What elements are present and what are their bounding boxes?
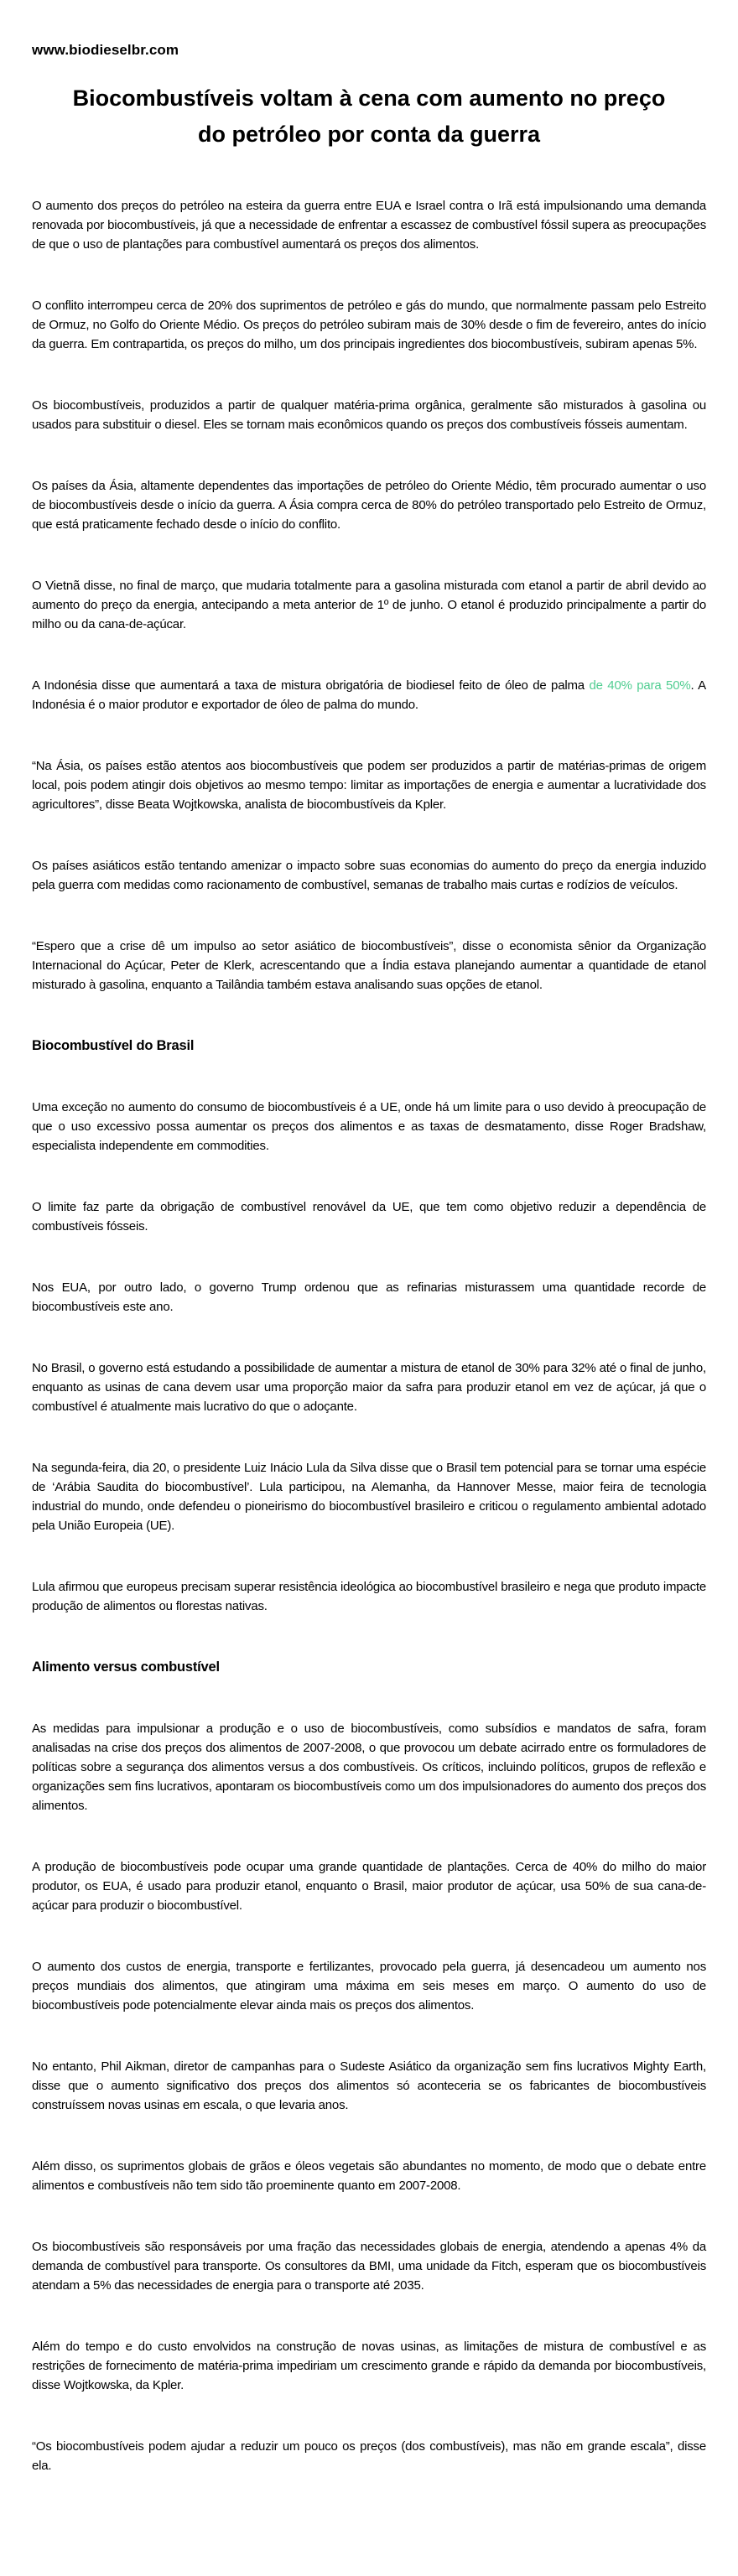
paragraph [32, 1719, 706, 1815]
paragraph-text: O aumento dos preços do petróleo na esteira da guerra entre EUA e Israel contra o Irã está impulsionando uma demanda renovada por biocombustíveis, já que a necessidade de enfrentar a escassez de combustível fóssil supera as preocupações de que o uso de plantações para combustível aumentará os preços dos alimentos. [32, 199, 706, 252]
paragraph [32, 1857, 706, 1915]
paragraph-text: A Indonésia disse que aumentará a taxa de mistura obrigatória de biodiesel feito de óleo de palma [32, 678, 590, 693]
paragraph [32, 576, 706, 634]
paragraph-text: Uma exceção no aumento do consumo de biocombustíveis é a UE, onde há um limite para o uso devido à preocupação de que o uso excessivo possa aumentar os preços dos alimentos e as taxas de desmatamento, disse Roger Bradshaw, especialista independente em commodities. [32, 1100, 706, 1153]
paragraph [32, 676, 706, 714]
paragraph-text: Lula afirmou que europeus precisam superar resistência ideológica ao biocombustível brasileiro e nega que produto impacte produção de alimentos ou florestas nativas. [32, 1580, 706, 1613]
paragraph [32, 2157, 706, 2195]
paragraph [32, 1278, 706, 1317]
paragraph [32, 1098, 706, 1156]
paragraph-text: Os países asiáticos estão tentando amenizar o impacto sobre suas economias do aumento do preço da energia induzido pela guerra com medidas como racionamento de combustível, semanas de trabalho mais curtas e rodízios de veículos. [32, 859, 706, 892]
paragraph-text: Além disso, os suprimentos globais de grãos e óleos vegetais são abundantes no momento, de modo que o debate entre alimentos e combustíveis não tem sido tão proeminente quanto em 2007-2008. [32, 2159, 706, 2193]
paragraph-text: Na segunda-feira, dia 20, o presidente Luiz Inácio Lula da Silva disse que o Brasil tem potencial para se tornar uma espécie de ‘Arábia Saudita do biocombustível’. Lula participou, na Alemanha, da Hannover Messe, maior feira de tecnologia industrial do mundo, onde defendeu o pioneirismo do biocombustível brasileiro e criticou o regulamento ambiental adotado pela União Europeia (UE). [32, 1461, 706, 1533]
paragraph [32, 1577, 706, 1616]
paragraph [32, 476, 706, 534]
paragraph-text: O limite faz parte da obrigação de combustível renovável da UE, que tem como objetivo reduzir a dependência de combustíveis fósseis. [32, 1200, 706, 1233]
paragraph-text: Os biocombustíveis são responsáveis por uma fração das necessidades globais de energia, atendendo a apenas 4% da demanda de combustível para transporte. Os consultores da BMI, uma unidade da Fitch, esperam que os biocombustíveis atendam a 5% das necessidades de energia para o transporte até 2035. [32, 2240, 706, 2293]
paragraph [32, 856, 706, 895]
site-url: www.biodieselbr.com [32, 42, 179, 58]
article-title: Biocombustíveis voltam à cena com aumento no preço do petróleo por conta da guerra [72, 86, 666, 147]
paragraph-text: A produção de biocombustíveis pode ocupar uma grande quantidade de plantações. Cerca de 40% do milho do maior produtor, os EUA, é usado para produzir etanol, enquanto o Brasil, maior produtor de açúcar, usa 50% de sua cana-de-açúcar para produzir o biocombustível. [32, 1860, 706, 1913]
paragraph [32, 196, 706, 254]
paragraph-text: No Brasil, o governo está estudando a possibilidade de aumentar a mistura de etanol de 30% para 32% até o final de junho, enquanto as usinas de cana devem usar uma proporção maior da safra para produzir etanol em vez de açúcar, já que o combustível é atualmente mais lucrativo do que o adoçante. [32, 1361, 706, 1414]
paragraph-text: Os países da Ásia, altamente dependentes das importações de petróleo do Oriente Médio, têm procurado aumentar o uso de biocombustíveis desde o início da guerra. A Ásia compra cerca de 80% do petróleo transportado pelo Estreito de Ormuz, que está praticamente fechado desde o início do conflito. [32, 479, 706, 532]
paragraph [32, 1197, 706, 1236]
paragraph [32, 1957, 706, 2015]
paragraph [32, 756, 706, 814]
paragraph [32, 1458, 706, 1535]
paragraph-text: . A Indonésia é o maior produtor e exportador de óleo de palma do mundo. [32, 678, 706, 712]
palm-blend-rate-link[interactable]: de 40% para 50% [589, 678, 691, 693]
paragraph-text: “Os biocombustíveis podem ajudar a reduzir um pouco os preços (dos combustíveis), mas não em grande escala”, disse ela. [32, 2439, 706, 2473]
paragraph-text: O conflito interrompeu cerca de 20% dos suprimentos de petróleo e gás do mundo, que normalmente passam pelo Estreito de Ormuz, no Golfo do Oriente Médio. Os preços do petróleo subiram mais de 30% desde o fim de fevereiro, antes do início da guerra. Em contrapartida, os preços do milho, um dos principais ingredientes dos biocombustíveis, subiram apenas 5%. [32, 299, 706, 351]
paragraph-text: Nos EUA, por outro lado, o governo Trump ordenou que as refinarias misturassem uma quantidade recorde de biocombustíveis este ano. [32, 1280, 706, 1314]
paragraph [32, 2437, 706, 2475]
paragraph [32, 937, 706, 995]
paragraph [32, 296, 706, 354]
paragraph-text: O aumento dos custos de energia, transporte e fertilizantes, provocado pela guerra, já desencadeou um aumento nos preços mundiais dos alimentos, que atingiram uma máxima em seis meses em março. O aumento do uso de biocombustíveis pode potencialmente elevar ainda mais os preços dos alimentos. [32, 1960, 706, 2012]
paragraph-text: Além do tempo e do custo envolvidos na construção de novas usinas, as limitações de mistura de combustível e as restrições de fornecimento de matéria-prima impediriam um crescimento grande e rápido da demanda por biocombustíveis, disse Wojtkowska, da Kpler. [32, 2340, 706, 2392]
paragraph [32, 2057, 706, 2115]
article-body [32, 196, 706, 2475]
paragraph-text: O Vietnã disse, no final de março, que mudaria totalmente para a gasolina misturada com etanol a partir de abril devido ao aumento do preço da energia, antecipando a meta anterior de 1º de junho. O etanol é produzido principalmente a partir do milho ou da cana-de-açúcar. [32, 579, 706, 631]
paragraph-text: “Espero que a crise dê um impulso ao setor asiático de biocombustíveis”, disse o economista sênior da Organização Internacional do Açúcar, Peter de Klerk, acrescentando que a Índia estava planejando aumentar a quantidade de etanol misturado à gasolina, enquanto a Tailândia também estava analisando suas opções de etanol. [32, 939, 706, 992]
paragraph [32, 396, 706, 434]
paragraph [32, 2237, 706, 2295]
paragraph-text: Os biocombustíveis, produzidos a partir de qualquer matéria-prima orgânica, geralmente são misturados à gasolina ou usados para substituir o diesel. Eles se tornam mais econômicos quando os preços dos combustíveis fósseis aumentam. [32, 398, 706, 432]
paragraph-text: No entanto, Phil Aikman, diretor de campanhas para o Sudeste Asiático da organização sem fins lucrativos Mighty Earth, disse que o aumento significativo dos preços dos alimentos só aconteceria se os fabricantes de biocombustíveis construíssem novas usinas em escala, o que levaria anos. [32, 2059, 706, 2112]
paragraph-text: “Na Ásia, os países estão atentos aos biocombustíveis que podem ser produzidos a partir de matérias-primas de origem local, pois podem atingir dois objetivos ao mesmo tempo: limitar as importações de energia e aumentar a lucratividade dos agricultores”, disse Beata Wojtkowska, analista de biocombustíveis da Kpler. [32, 759, 706, 812]
paragraph [32, 1358, 706, 1416]
paragraph-text: As medidas para impulsionar a produção e o uso de biocombustíveis, como subsídios e mandatos de safra, foram analisadas na crise dos preços dos alimentos de 2007-2008, o que provocou um debate acirrado entre os formuladores de políticas sobre a segurança dos alimentos versus a dos combustíveis. Os críticos, incluindo políticos, grupos de reflexão e organizações sem fins lucrativos, apontaram os biocombustíveis como um dos impulsionadores do aumento dos preços dos alimentos. [32, 1722, 706, 1813]
section-heading: Alimento versus combustível [32, 1659, 220, 1675]
section-heading: Biocombustível do Brasil [32, 1038, 195, 1053]
